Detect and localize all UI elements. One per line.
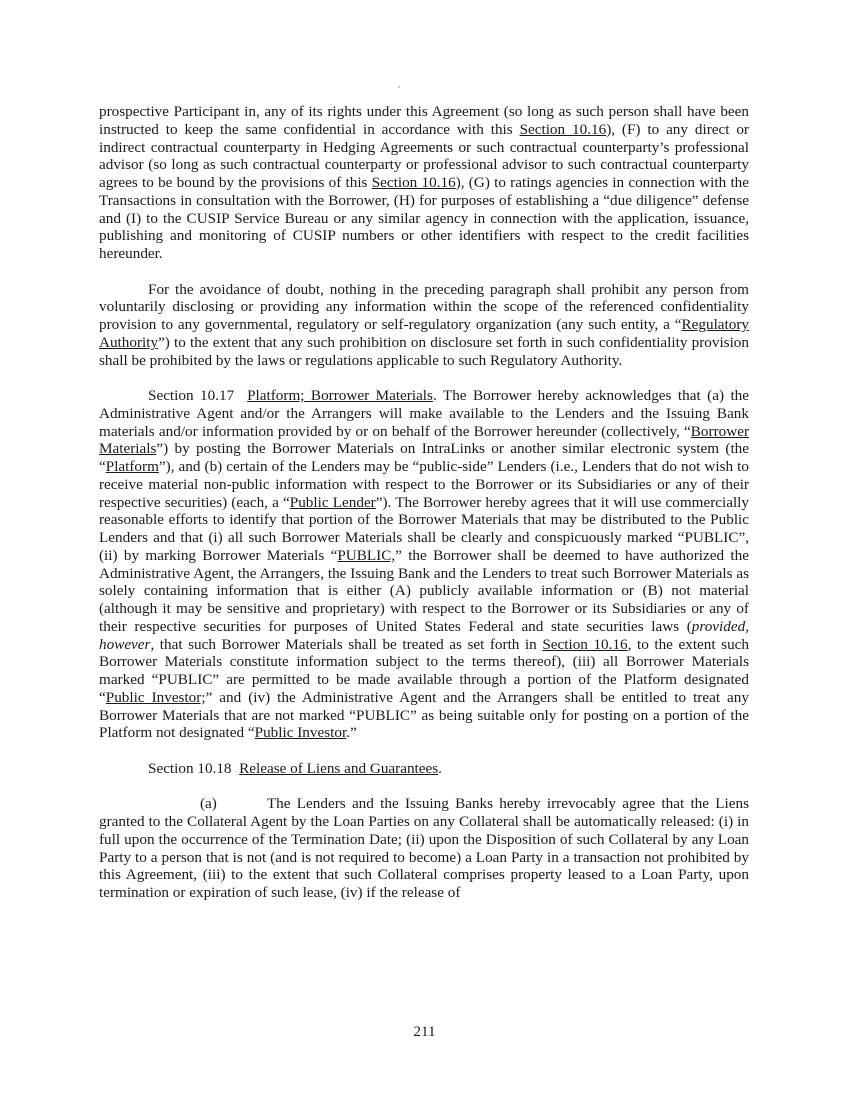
- section-10-18-heading: Section 10.18 Release of Liens and Guarantees.: [148, 759, 442, 777]
- section-reference-link[interactable]: Section 10.16: [371, 174, 456, 191]
- section-heading: Platform; Borrower Materials: [247, 387, 433, 404]
- defined-term: Public Investor;: [105, 688, 206, 706]
- italic-term: however: [99, 635, 151, 653]
- paragraph-confidentiality-continued: prospective Participant in, any of its rights under this Agreement (so long as such person shall have been instructed to keep the same confidential in accordance with this Section 10.16), (F) to any direct or indirect contractual counterparty in Hedging Agreements or such contractual counterparty’s professional advisor (so long as such contractual counterparty or professional advisor to such contractual counterparty agrees to be bound by the provisions of this Section 10.16), (G) to ratings agencies in connection with the Transactions in consultation with the Borrower, (H) for purposes of establishing a “due diligence” defense and (I) to the CUSIP Service Bureau or any similar agency in connection with the application, issuance, publishing and monitoring of CUSIP numbers or other identifiers with respect to the credit facilities hereunder.: [99, 103, 750, 262]
- section-heading: Release of Liens and Guarantees: [239, 759, 439, 777]
- defined-term: Public Lender: [289, 493, 376, 511]
- defined-term: Platform: [105, 458, 159, 475]
- paragraph-gap: [99, 369, 749, 387]
- defined-term: Borrower Materials: [99, 422, 749, 458]
- section-number: Section 10.17: [148, 387, 235, 404]
- paragraph-gap: [99, 778, 749, 796]
- paragraph-gap: [99, 263, 749, 281]
- section-reference-link[interactable]: Section 10.16: [519, 120, 607, 138]
- paragraph-gap: [99, 742, 749, 760]
- section-reference-link[interactable]: Section 10.16: [542, 635, 628, 653]
- paragraph-a-release-of-liens: (a) The Lenders and the Issuing Banks hereby irrevocably agree that the Liens granted to the Collateral Agent by the Loan Parties on any Collateral shall be automatically released: (i) in full upon the occurrence of the Termination Date; (ii) upon the Disposition of such Collateral by any Loan Party to a person that is not (and is not required to become) a Loan Party in a transaction not prohibited by this Agreement, (iii) to the extent that such Collateral comprises property leased to a Loan Party, upon termination or expiration of such lease, (iv) if the release of: [99, 795, 749, 901]
- defined-term: PUBLIC,: [337, 546, 396, 564]
- section-number: Section 10.18: [148, 759, 232, 777]
- paragraph-regulatory-authority: For the avoidance of doubt, nothing in the preceding paragraph shall prohibit any person from voluntarily disclosing or providing any information within the scope of the referenced confidentiality provision to any governmental, regulatory or self-regulatory organization (any such entity, a “Regulatory Authority”) to the extent that any such prohibition on disclosure set forth in such confidentiality provision shall be prohibited by the laws or regulations applicable to such Regulatory Authority.: [99, 280, 749, 369]
- defined-term: Regulatory Authority: [99, 316, 749, 351]
- scan-speck: [398, 86, 400, 88]
- italic-term: provided: [691, 617, 746, 635]
- page-number: 211: [413, 1023, 436, 1040]
- document-body: [99, 103, 749, 902]
- clause-label: (a): [200, 795, 217, 813]
- section-10-17: Section 10.17 Platform; Borrower Materials. The Borrower hereby acknowledges that (a) the Administrative Agent and/or the Arrangers will make available to the Lenders and the Issuing Bank materials and/or information provided by or on behalf of the Borrower hereunder (collectively, “Borrower Materials”) by posting the Borrower Materials on IntraLinks or another similar electronic system (the “Platform”), and (b) certain of the Lenders may be “public-side” Lenders (i.e., Lenders that do not wish to receive material non-public information with respect to the Borrower or its Subsidiaries or any of their respective securities) (each, a “Public Lender”). The Borrower hereby agrees that it will use commercially reasonable efforts to identify that portion of the Borrower Materials that may be distributed to the Public Lenders and that (i) all such Borrower Materials shall be clearly and conspicuously marked “PUBLIC”, (ii) by marking Borrower Materials “PUBLIC,” the Borrower shall be deemed to have authorized the Administrative Agent, the Arrangers, the Issuing Bank and the Lenders to treat such Borrower Materials as solely containing information that is either (A) publicly available information or (B) not material (although it may be sensitive and proprietary) with respect to the Borrower or its Subsidiaries or any of their respective securities for purposes of United States Federal and state securities laws (provided, however, that such Borrower Materials shall be treated as set forth in Section 10.16, to the extent such Borrower Materials constitute information subject to the terms thereof), (iii) all Borrower Materials marked “PUBLIC” are permitted to be made available through a portion of the Platform designated “Public Investor;” and (iv) the Administrative Agent and the Arrangers shall be entitled to treat any Borrower Materials that are not marked “PUBLIC” as being suitable only for posting on a portion of the Platform not designated “Public Investor.”: [99, 387, 750, 742]
- defined-term: Public Investor: [254, 724, 347, 742]
